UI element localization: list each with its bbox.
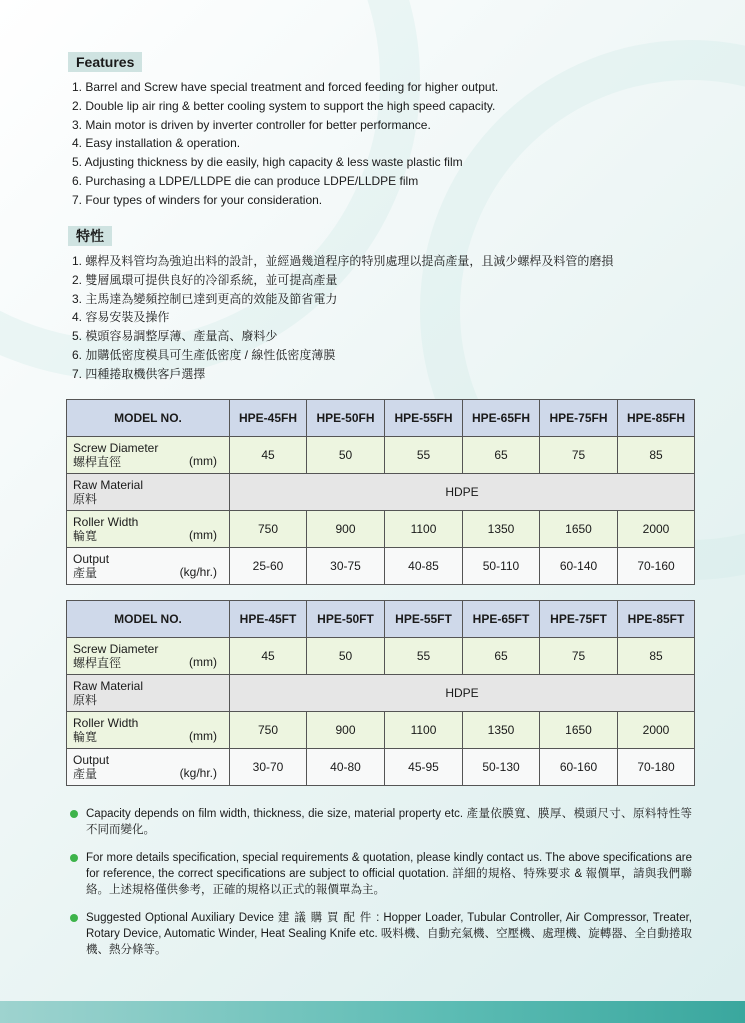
model-header: HPE-85FT bbox=[618, 601, 695, 638]
row-label-zh: 輪寬 bbox=[73, 730, 98, 744]
bullet-icon bbox=[70, 914, 78, 922]
table-header-row bbox=[67, 400, 695, 437]
feature-zh-item: 7. 四種捲取機供客戶選擇 bbox=[72, 366, 206, 381]
row-label-roller bbox=[67, 712, 230, 749]
table-cell: 25-60 bbox=[230, 548, 307, 585]
table-cell: HDPE bbox=[230, 474, 695, 511]
table-row bbox=[67, 511, 695, 548]
table-row bbox=[67, 474, 695, 511]
model-no-header: MODEL NO. bbox=[67, 400, 230, 437]
row-label-en: Screw Diameter bbox=[73, 441, 159, 455]
model-header: HPE-55FH bbox=[385, 400, 463, 437]
row-label-raw bbox=[67, 474, 230, 511]
table-row bbox=[67, 712, 695, 749]
row-label-en: Output bbox=[73, 753, 110, 767]
table-cell: 750 bbox=[230, 511, 307, 548]
table-row bbox=[67, 548, 695, 585]
note-text: For more details specification, special requirements & quotation, please kindly contact us. The above specifications are for reference, the correct specifications are subject to official quotation. 詳細的規格、特殊要求 & 報價單，請與我們聯絡。上述規格僅供參考，正確的規格以正式的報價單為主。 bbox=[86, 852, 692, 896]
row-label-screw bbox=[67, 437, 230, 474]
table-cell: 1100 bbox=[385, 712, 463, 749]
row-unit: (kg/hr.) bbox=[179, 766, 217, 780]
feature-zh-item: 3. 主馬達為變頻控制已達到更高的效能及節省電力 bbox=[72, 291, 338, 306]
table-cell: 75 bbox=[540, 638, 618, 675]
table-cell: 40-80 bbox=[307, 749, 385, 786]
table-cell: 1100 bbox=[385, 511, 463, 548]
model-no-header: MODEL NO. bbox=[67, 601, 230, 638]
table-cell: 900 bbox=[307, 511, 385, 548]
row-label-en: Output bbox=[73, 552, 110, 566]
features-list bbox=[72, 78, 498, 210]
row-label-en: Raw Material bbox=[73, 679, 144, 693]
row-unit: (mm) bbox=[189, 729, 217, 743]
spec-table-ft bbox=[66, 600, 695, 786]
model-header: HPE-45FH bbox=[230, 400, 307, 437]
table-header-row bbox=[67, 601, 695, 638]
table-cell: 750 bbox=[230, 712, 307, 749]
row-label-roller bbox=[67, 511, 230, 548]
row-label-en: Roller Width bbox=[73, 716, 139, 730]
notes-section bbox=[70, 806, 692, 958]
table-row bbox=[67, 638, 695, 675]
note-text: Suggested Optional Auxiliary Device 建 議 購 買 配 件 : Hopper Loader, Tubular Controller, Air Compressor, Treater, Rotary Device, Automatic Winder, Heat Sealing Knife etc. 吸料機、自動充氣機、空壓機、處理機、旋轉器、全自動捲取機、熱分條等。 bbox=[86, 912, 692, 956]
feature-item: 6. Purchasing a LDPE/LLDPE die can produce LDPE/LLDPE film bbox=[72, 173, 419, 188]
table-cell: 30-70 bbox=[230, 749, 307, 786]
table-cell: 50-130 bbox=[463, 749, 540, 786]
feature-item: 4. Easy installation & operation. bbox=[72, 136, 241, 151]
table-row bbox=[67, 437, 695, 474]
table-row bbox=[67, 675, 695, 712]
table-cell: 70-160 bbox=[618, 548, 695, 585]
note-item bbox=[70, 850, 692, 898]
row-label-en: Roller Width bbox=[73, 515, 139, 529]
row-unit: (mm) bbox=[189, 454, 217, 468]
spec-table-fh bbox=[66, 399, 695, 585]
feature-zh-item: 1. 螺桿及料管均為強迫出料的設計，並經過幾道程序的特別處理以提高產量，且減少螺桿及料管的磨損 bbox=[72, 254, 614, 268]
table-cell: 50 bbox=[307, 437, 385, 474]
features-heading: Features bbox=[68, 52, 142, 72]
row-label-en: Screw Diameter bbox=[73, 642, 159, 656]
table-cell: 45 bbox=[230, 437, 307, 474]
feature-zh-item: 5. 模頭容易調整厚薄、產量高、廢料少 bbox=[72, 329, 278, 344]
feature-zh-item: 2. 雙層風環可提供良好的冷卻系統，並可提高產量 bbox=[72, 272, 338, 287]
note-item bbox=[70, 806, 692, 838]
table-cell: 85 bbox=[618, 437, 695, 474]
row-label-screw bbox=[67, 638, 230, 675]
row-label-zh: 原料 bbox=[73, 492, 98, 506]
model-header: HPE-55FT bbox=[385, 601, 463, 638]
row-unit: (mm) bbox=[189, 528, 217, 542]
table-cell: 65 bbox=[463, 638, 540, 675]
note-item bbox=[70, 910, 692, 958]
row-label-zh: 輪寬 bbox=[73, 529, 98, 543]
note-text: Capacity depends on film width, thickness, die size, material property etc. 產量依膜寬、膜厚、模頭尺寸、原料特性等不同而變化。 bbox=[86, 808, 692, 836]
row-label-raw bbox=[67, 675, 230, 712]
table-cell: 55 bbox=[385, 638, 463, 675]
row-label-zh: 螺桿直徑 bbox=[73, 455, 122, 469]
feature-item: 2. Double lip air ring & better cooling system to support the high speed capacity. bbox=[72, 98, 496, 113]
model-header: HPE-75FH bbox=[540, 400, 618, 437]
table-cell: 1650 bbox=[540, 712, 618, 749]
features-zh-list bbox=[72, 252, 613, 384]
feature-zh-item: 4. 容易安裝及操作 bbox=[72, 310, 170, 325]
feature-item: 3. Main motor is driven by inverter controller for better performance. bbox=[72, 117, 431, 132]
model-header: HPE-50FH bbox=[307, 400, 385, 437]
table-cell: 50 bbox=[307, 638, 385, 675]
table-cell: 60-160 bbox=[540, 749, 618, 786]
feature-item: 5. Adjusting thickness by die easily, high capacity & less waste plastic film bbox=[72, 155, 463, 170]
table-cell: 2000 bbox=[618, 712, 695, 749]
feature-item: 7. Four types of winders for your consideration. bbox=[72, 192, 323, 207]
table-cell: 50-110 bbox=[463, 548, 540, 585]
features-zh-heading: 特性 bbox=[68, 226, 112, 246]
table-cell: 45-95 bbox=[385, 749, 463, 786]
row-unit: (kg/hr.) bbox=[179, 565, 217, 579]
feature-zh-item: 6. 加購低密度模具可生產低密度 / 線性低密度薄膜 bbox=[72, 347, 336, 362]
model-header: HPE-45FT bbox=[230, 601, 307, 638]
table-cell: 70-180 bbox=[618, 749, 695, 786]
model-header: HPE-85FH bbox=[618, 400, 695, 437]
feature-item: 1. Barrel and Screw have special treatment and forced feeding for higher output. bbox=[72, 80, 499, 94]
table-cell: 55 bbox=[385, 437, 463, 474]
row-label-zh: 產量 bbox=[73, 767, 98, 781]
row-label-zh: 螺桿直徑 bbox=[73, 656, 122, 670]
row-label-output bbox=[67, 749, 230, 786]
row-label-zh: 原料 bbox=[73, 693, 98, 707]
model-header: HPE-75FT bbox=[540, 601, 618, 638]
model-header: HPE-65FH bbox=[463, 400, 540, 437]
table-row bbox=[67, 749, 695, 786]
table-cell: HDPE bbox=[230, 675, 695, 712]
table-cell: 2000 bbox=[618, 511, 695, 548]
table-cell: 30-75 bbox=[307, 548, 385, 585]
table-cell: 1650 bbox=[540, 511, 618, 548]
row-unit: (mm) bbox=[189, 655, 217, 669]
table-cell: 45 bbox=[230, 638, 307, 675]
model-header: HPE-50FT bbox=[307, 601, 385, 638]
row-label-zh: 產量 bbox=[73, 566, 98, 580]
table-cell: 900 bbox=[307, 712, 385, 749]
model-header: HPE-65FT bbox=[463, 601, 540, 638]
footer-bar bbox=[0, 1001, 745, 1023]
table-cell: 75 bbox=[540, 437, 618, 474]
table-cell: 65 bbox=[463, 437, 540, 474]
row-label-output bbox=[67, 548, 230, 585]
table-cell: 1350 bbox=[463, 511, 540, 548]
table-cell: 40-85 bbox=[385, 548, 463, 585]
table-cell: 60-140 bbox=[540, 548, 618, 585]
bullet-icon bbox=[70, 810, 78, 818]
table-cell: 85 bbox=[618, 638, 695, 675]
table-cell: 1350 bbox=[463, 712, 540, 749]
bullet-icon bbox=[70, 854, 78, 862]
row-label-en: Raw Material bbox=[73, 478, 144, 492]
